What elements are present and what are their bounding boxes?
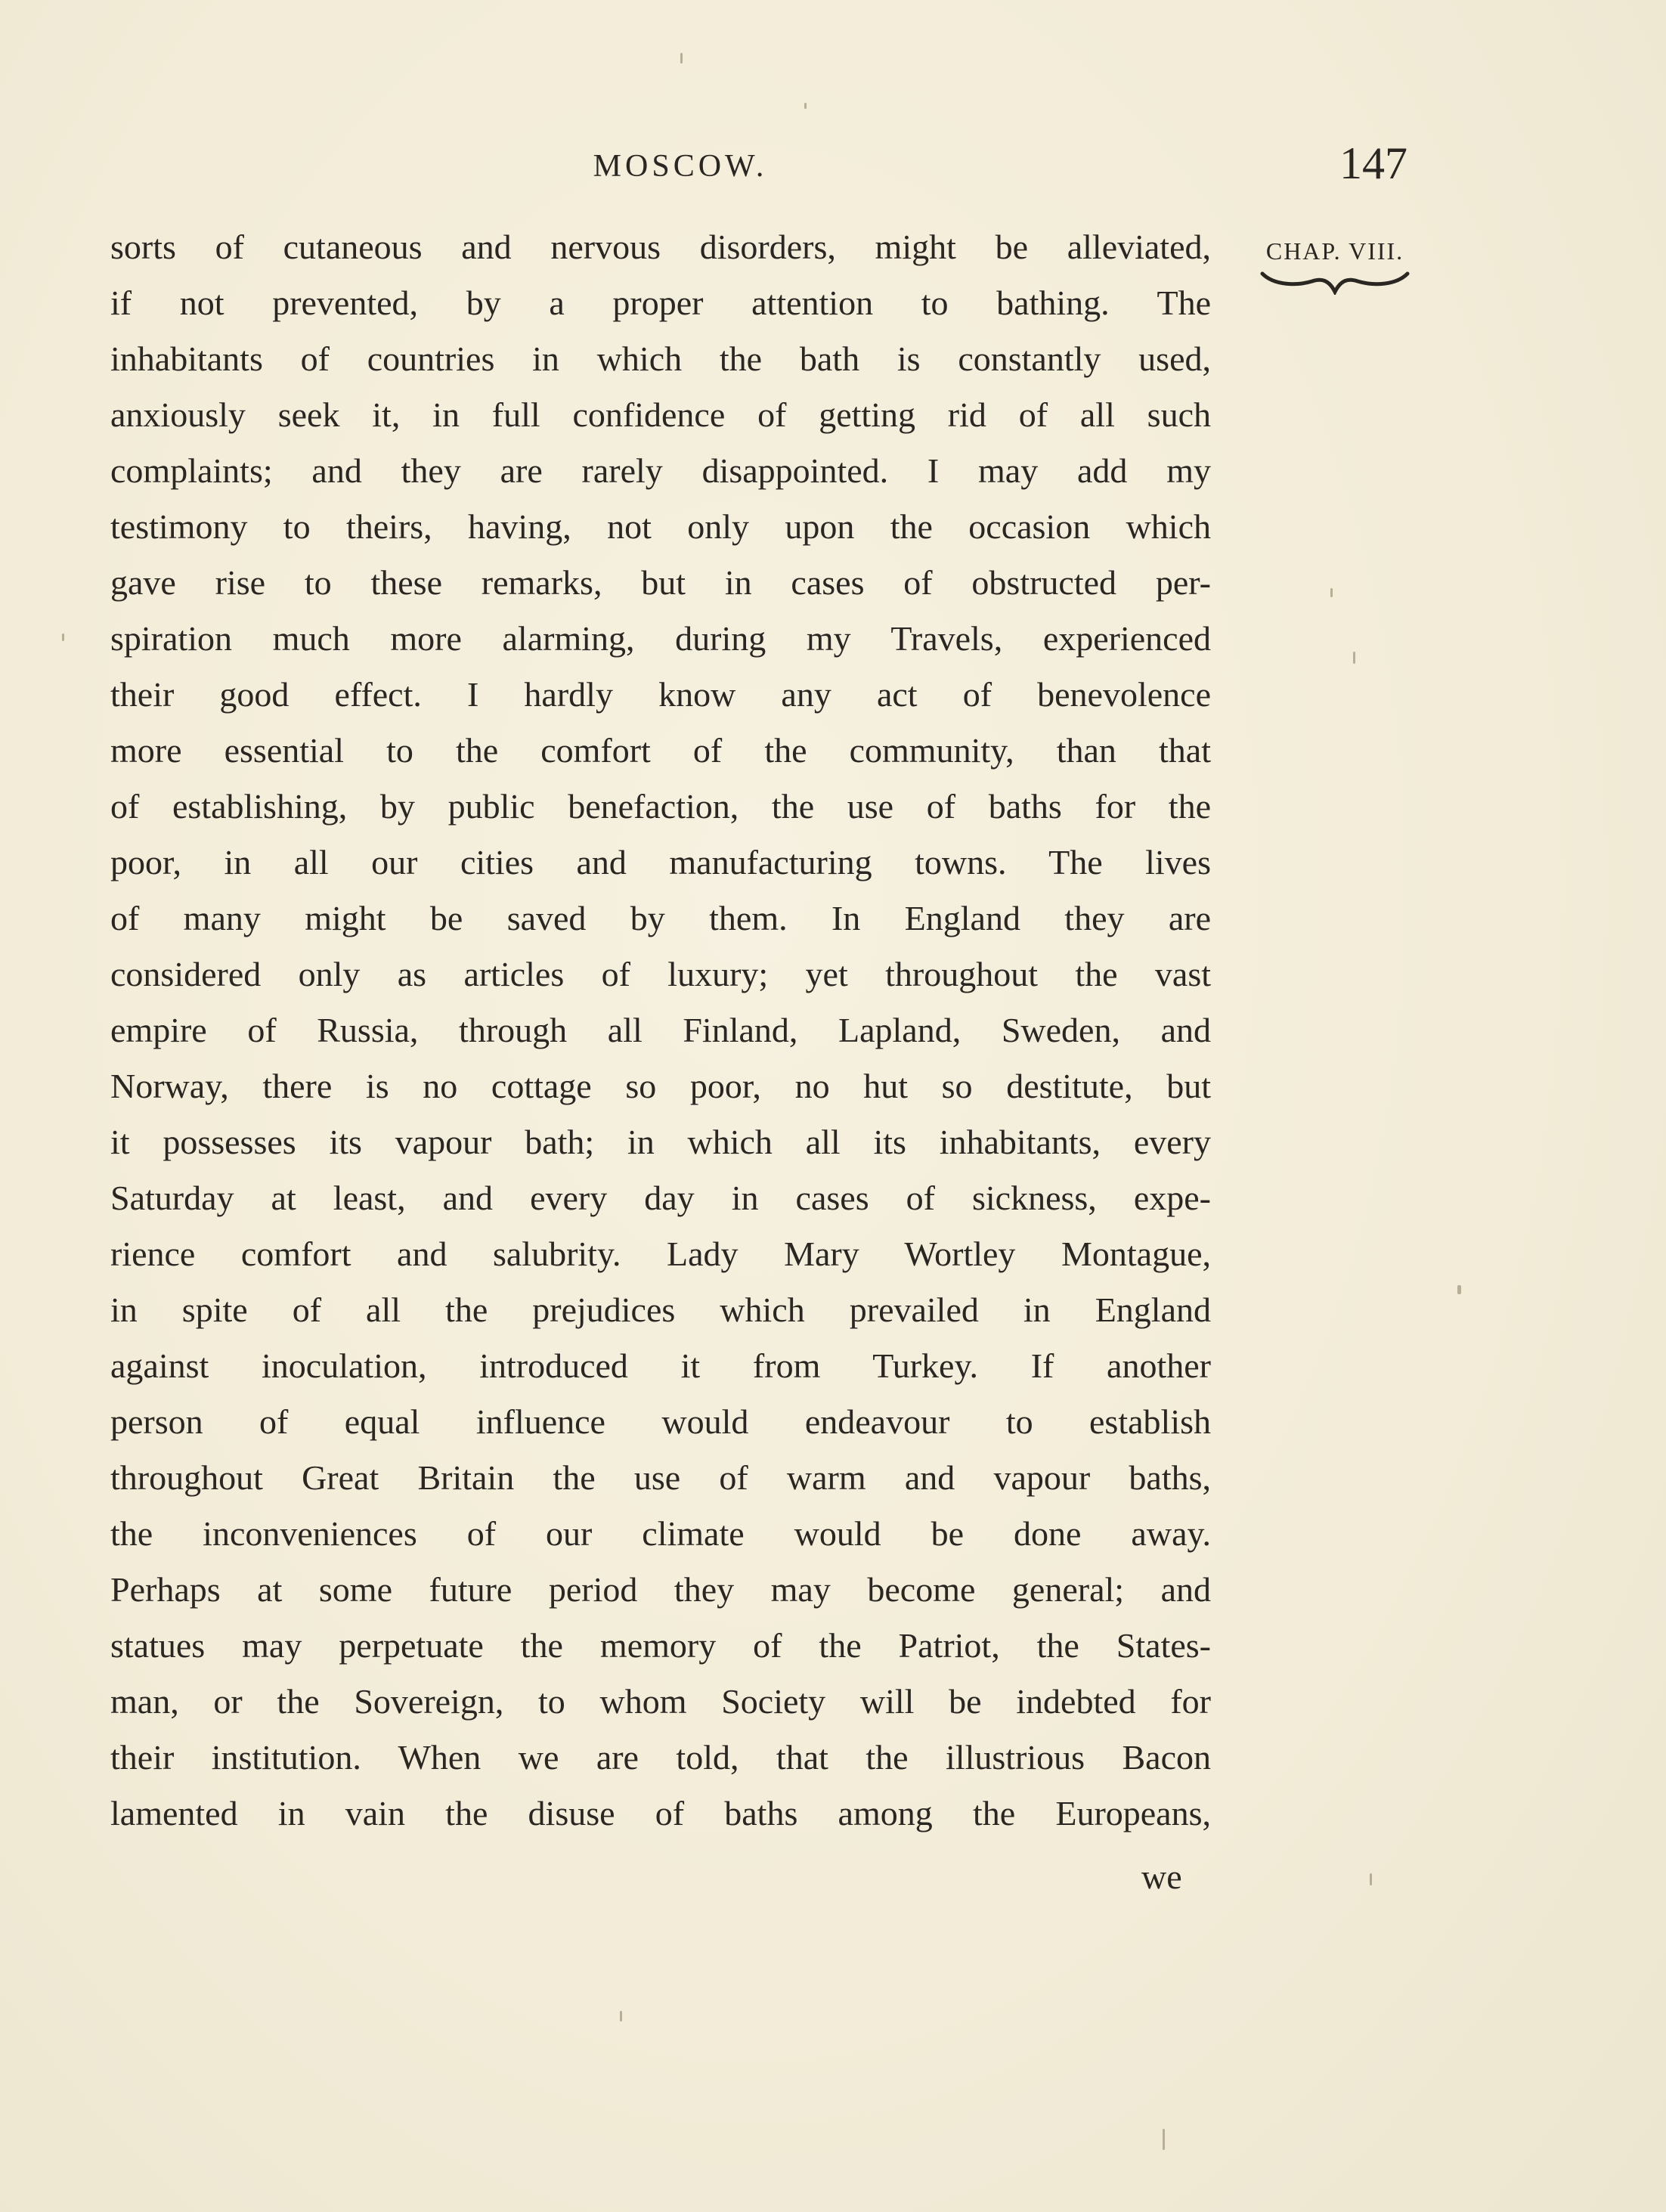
paper-speck [1370, 1873, 1372, 1885]
text-line: of many might be saved by them. In England they are [110, 899, 1211, 937]
paper-speck [1163, 2129, 1165, 2150]
text-line: spiration much more alarming, during my Travels, experienced [110, 619, 1211, 658]
text-line: against inoculation, introduced it from Turkey. If another [110, 1346, 1211, 1385]
text-line: throughout Great Britain the use of warm and vapour baths, [110, 1458, 1211, 1497]
text-line: in spite of all the prejudices which prevailed in England [110, 1290, 1211, 1329]
text-line: inhabitants of countries in which the bath is constantly used, [110, 339, 1211, 378]
text-line: Norway, there is no cottage so poor, no hut so destitute, but [110, 1067, 1211, 1105]
catchword: we [1141, 1857, 1182, 1896]
paper-speck [62, 634, 64, 641]
text-line: person of equal influence would endeavour to establish [110, 1402, 1211, 1441]
paper-speck [1457, 1285, 1461, 1294]
text-line: anxiously seek it, in full confidence of getting rid of all such [110, 395, 1211, 434]
brace-ornament-icon [1259, 269, 1411, 295]
page-number: 147 [1339, 138, 1407, 188]
text-line: considered only as articles of luxury; yet throughout the vast [110, 955, 1211, 993]
text-line: of establishing, by public benefaction, the use of baths for the [110, 787, 1211, 826]
paper-speck [804, 103, 807, 109]
text-line: lamented in vain the disuse of baths among the Europeans, [110, 1794, 1211, 1832]
text-line: the inconveniences of our climate would be done away. [110, 1514, 1211, 1553]
text-line: their good effect. I hardly know any act of benevolence [110, 675, 1211, 714]
running-title: MOSCOW. [593, 149, 768, 184]
text-line: their institution. When we are told, that the illustrious Bacon [110, 1738, 1211, 1777]
text-line: gave rise to these remarks, but in cases of obstructed per- [110, 563, 1211, 602]
text-line: Perhaps at some future period they may become general; and [110, 1570, 1211, 1609]
text-line: sorts of cutaneous and nervous disorders, might be alleviated, [110, 228, 1211, 266]
paper-speck [1353, 652, 1355, 664]
chapter-marginal-note [1255, 239, 1415, 295]
text-line: if not prevented, by a proper attention to bathing. The [110, 283, 1211, 322]
text-line: rience comfort and salubrity. Lady Mary Wortley Montague, [110, 1235, 1211, 1273]
text-line: Saturday at least, and every day in cases of sickness, expe- [110, 1179, 1211, 1217]
chapter-label: CHAP. VIII. [1265, 237, 1404, 265]
text-line: it possesses its vapour bath; in which all its inhabitants, every [110, 1123, 1211, 1161]
text-line: poor, in all our cities and manufacturing towns. The lives [110, 843, 1211, 881]
text-line: testimony to theirs, having, not only upon the occasion which [110, 507, 1211, 546]
text-line: complaints; and they are rarely disappointed. I may add my [110, 451, 1211, 490]
paper-speck [620, 2011, 622, 2021]
paper-speck [1330, 588, 1333, 597]
text-line: empire of Russia, through all Finland, Lapland, Sweden, and [110, 1011, 1211, 1049]
paper-speck [680, 53, 683, 64]
body-text [110, 219, 1211, 1842]
text-line: more essential to the comfort of the community, than that [110, 731, 1211, 770]
text-line: statues may perpetuate the memory of the Patriot, the States- [110, 1626, 1211, 1665]
text-line: man, or the Sovereign, to whom Society will be indebted for [110, 1682, 1211, 1721]
